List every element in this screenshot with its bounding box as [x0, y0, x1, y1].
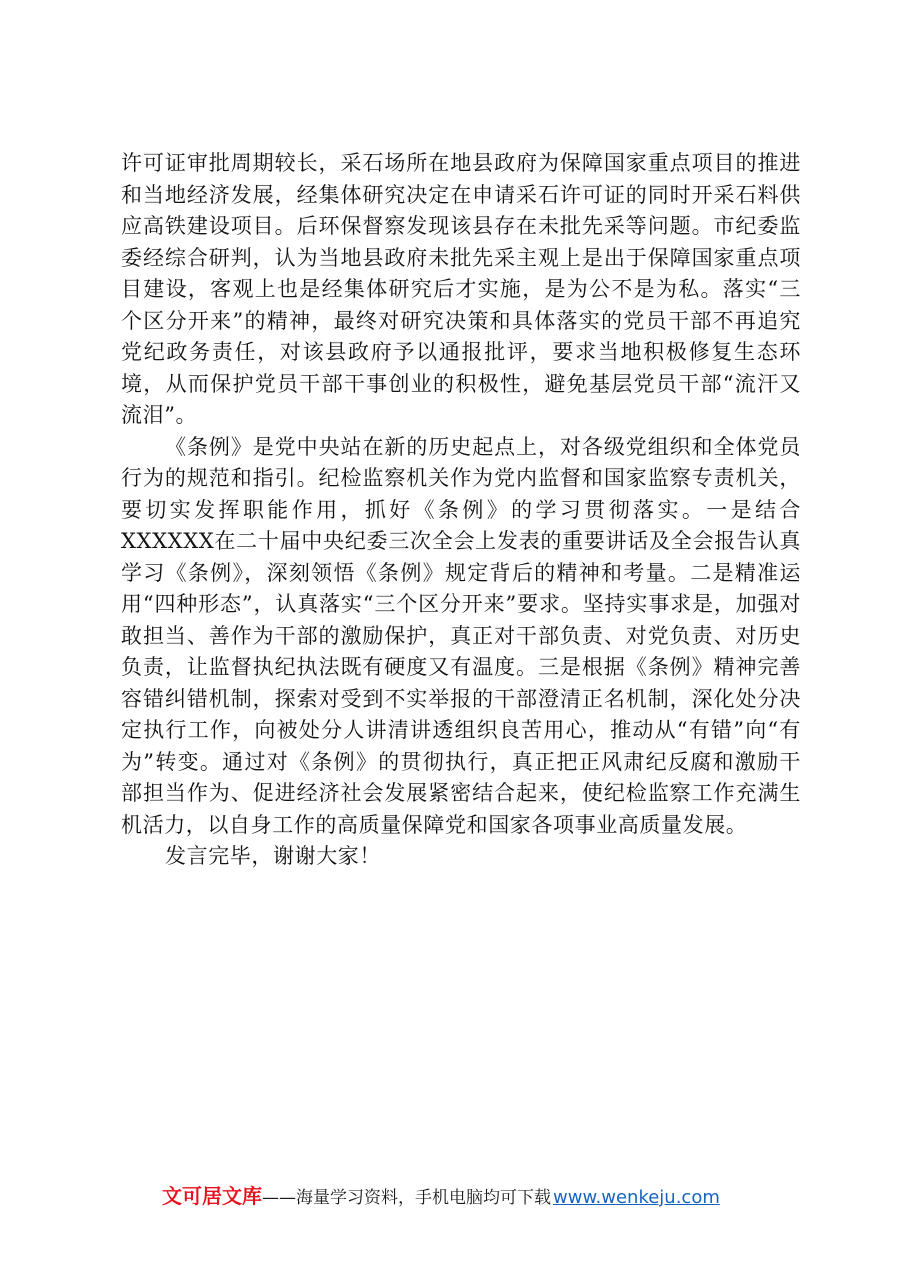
paragraph-case-continuation: 许可证审批周期较长，采石场所在地县政府为保障国家重点项目的推进和当地经济发展，经集体研究决定在申请采石许可证的同时开采石料供应高铁建设项目。后环保督察发现该县存在未批先采等问题。市纪委监委经综合研判，认为当地县政府未批先采主观上是出于保障国家重点项目建设，客观上也是经集体研究后才实施，是为公不是为私。落实“三个区分开来”的精神，最终对研究决策和具体落实的党员干部不再追究党纪政务责任，对该县政府予以通报批评，要求当地积极修复生态环境，从而保护党员干部干事创业的积极性，避免基层党员干部“流汗又流泪”。 [121, 151, 801, 427]
footer-website-link[interactable]: www.wenkeju.com [553, 1187, 720, 1208]
document-body [121, 148, 801, 873]
paragraph-regulation-implementation: 《条例》是党中央站在新的历史起点上，对各级党组织和全体党员行为的规范和指引。纪检监察机关作为党内监督和国家监察专责机关，要切实发挥职能作用，抓好《条例》的学习贯彻落实。一是结合XXXXXX在二十届中央纪委三次全会上发表的重要讲话及全会报告认真学习《条例》，深刻领悟《条例》规定背后的精神和考量。二是精准运用“四种形态”，认真落实“三个区分开来”要求。坚持实事求是，加强对敢担当、善作为干部的激励保护，真正对干部负责、对党负责、对历史负责，让监督执纪执法既有硬度又有温度。三是根据《条例》精神完善容错纠错机制，探索对受到不实举报的干部澄清正名机制，深化处分决定执行工作，向被处分人讲清讲透组织良苦用心，推动从“有错”向“有为”转变。通过对《条例》的贯彻执行，真正把正风肃纪反腐和激励干部担当作为、促进经济社会发展紧密结合起来，使纪检监察工作充满生机活力，以自身工作的高质量保障党和国家各项事业高质量发展。 [121, 434, 801, 837]
paragraph-closing-remark: 发言完毕，谢谢大家！ [165, 844, 381, 868]
footer-brand-name: 文可居文库 [162, 1184, 262, 1208]
footer-tagline: ——海量学习资料，手机电脑均可下载 [262, 1188, 551, 1208]
footer-banner [162, 1183, 802, 1213]
